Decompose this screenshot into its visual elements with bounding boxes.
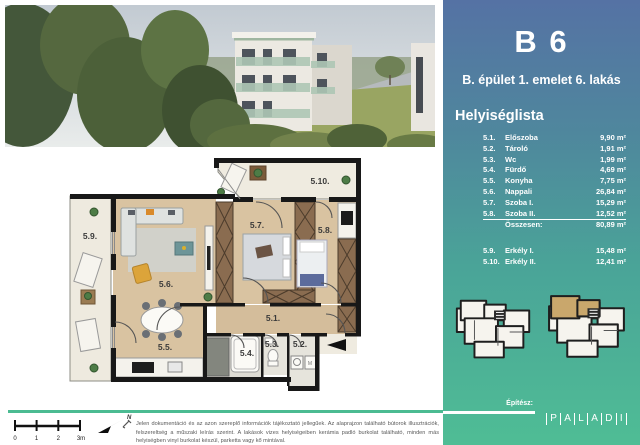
room-label-5-9: 5.9. [82, 231, 98, 241]
room-row [483, 133, 626, 144]
thumb-floorplate-plain [451, 296, 539, 368]
room-name: Fürdő [505, 165, 527, 175]
total-area: 80,89 m² [595, 220, 626, 230]
room-row [483, 155, 626, 166]
disclaimer-text: Jelen dokumentáció és az azon szereplő információk tájékoztató jellegűek. Az alaprajzon található bútorok illusztrációk, felszereltség a műszaki leírás szerint. A lakások vizes helyiségeiben kerámia padló burkolat található, minden más helyiségben vinyl burkolat készül, parketta vagy kő mintával. [136, 421, 439, 445]
logo-letter: A [560, 413, 574, 425]
architect-line [443, 411, 535, 414]
room-label-5-1: 5.1. [265, 313, 281, 323]
total-row [483, 220, 626, 231]
room-label-5-2: 5.2. [292, 339, 308, 349]
sink [168, 362, 182, 372]
room-row [483, 187, 626, 198]
room-area: 12,41 m² [595, 256, 626, 266]
orange-pillow [146, 209, 154, 215]
svg-text:M: M [307, 361, 313, 367]
scale-tick-0: 0 [13, 436, 17, 442]
info-panel [443, 0, 640, 445]
room-label-5-7: 5.7. [249, 220, 265, 230]
unit-subtitle: B. épület 1. emelet 6. lakás [462, 73, 621, 87]
tv [207, 246, 211, 270]
room-area: 9,90 m² [600, 133, 626, 142]
logo-letter: A [587, 413, 601, 425]
room-name: Szoba II. [505, 208, 536, 218]
room-name: Előszoba [505, 133, 538, 142]
room-label-5-8: 5.8. [317, 225, 333, 235]
room-number: 5.7. [483, 197, 496, 207]
room-list [483, 133, 626, 231]
room-area: 4,69 m² [600, 165, 626, 175]
logo-letter: L [574, 413, 587, 425]
unit-code: B 6 [514, 24, 569, 59]
room-label-5-6: 5.6. [158, 279, 174, 289]
balcony-row [483, 257, 626, 268]
room-number: 5.2. [483, 143, 496, 153]
room-name: Szoba I. [505, 197, 534, 207]
roomlist-heading: Helyiséglista [455, 108, 544, 124]
room-row [483, 209, 626, 221]
room-name: Tároló [505, 143, 528, 153]
room-number: 5.10. [483, 256, 500, 266]
thumb-floorplate-highlighted [543, 293, 634, 368]
room-row [483, 144, 626, 155]
room-name: Erkély I. [505, 246, 534, 256]
room-name: Konyha [505, 176, 533, 186]
room-number: 5.5. [483, 176, 496, 186]
room-area: 15,29 m² [595, 197, 626, 207]
room-number: 5.3. [483, 154, 496, 164]
total-spacer [483, 220, 505, 231]
room-name: Nappali [505, 186, 533, 196]
scale-tick-1: 1 [34, 436, 39, 442]
room-number: 5.1. [483, 133, 496, 142]
room-label-5-3: 5.3. [264, 339, 280, 349]
room-label-5-4: 5.4. [239, 348, 255, 358]
room-row [483, 165, 626, 176]
separator-line [8, 410, 443, 413]
logo-letter: I [616, 413, 627, 425]
total-label: Összesen: [505, 220, 543, 230]
room-row [483, 176, 626, 187]
room-area: 7,75 m² [600, 176, 626, 186]
room-area: 1,99 m² [600, 154, 626, 164]
room-label-5-5: 5.5. [157, 342, 173, 352]
disclaimer-icon [122, 419, 132, 429]
shower [205, 338, 229, 376]
room-number: 5.4. [483, 165, 496, 175]
main-building [232, 32, 352, 131]
room-name: Wc [505, 154, 517, 164]
room-row [483, 198, 626, 209]
cooktop [132, 362, 154, 373]
room-number: 5.9. [483, 246, 496, 256]
side-building-window [416, 57, 423, 113]
room-name: Erkély II. [505, 256, 536, 266]
building-photo [5, 5, 435, 147]
balcony-list [483, 246, 626, 268]
scale-tick-3: 3m [76, 436, 86, 442]
room-number: 5.6. [483, 186, 496, 196]
logo-letter: P [546, 413, 560, 425]
kitchen-counter [114, 358, 203, 377]
paladi-logo [546, 413, 627, 425]
room-area: 15,48 m² [595, 246, 626, 256]
logo-letter: D [601, 413, 616, 425]
room-label-5-10: 5.10. [310, 176, 330, 186]
dining-table [141, 307, 183, 333]
washer [291, 356, 303, 369]
room-area: 1,91 m² [600, 143, 626, 153]
balcony-row [483, 246, 626, 257]
room-area: 12,52 m² [595, 208, 626, 218]
room-number: 5.8. [483, 208, 496, 218]
north-label: N [127, 415, 132, 421]
scale-bar [12, 416, 92, 443]
scale-tick-2: 2 [56, 436, 60, 442]
architect-label: Építész: [506, 400, 533, 407]
room-area: 26,84 m² [595, 186, 626, 196]
floor-plan [28, 150, 440, 403]
